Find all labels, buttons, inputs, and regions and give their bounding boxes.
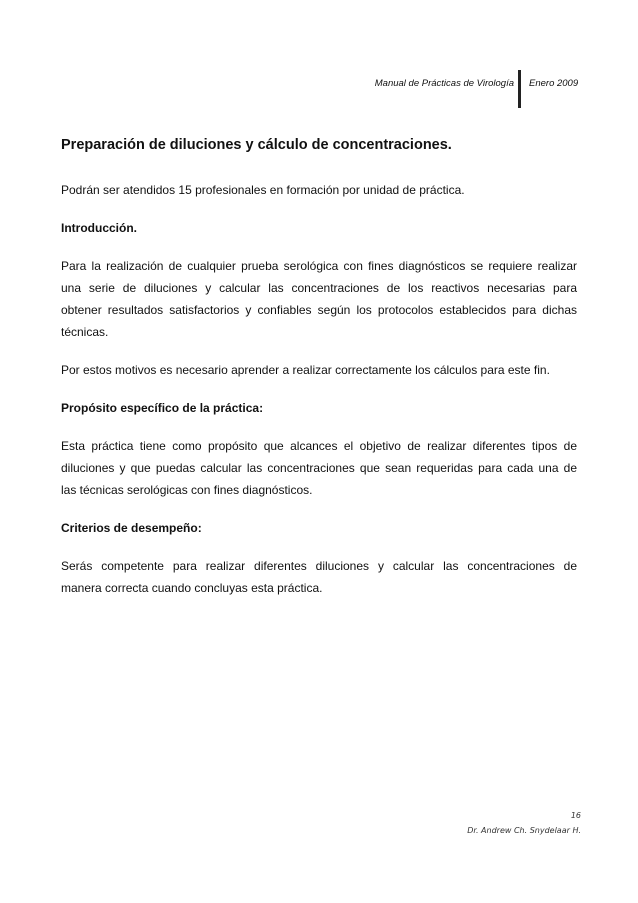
intro-line-4: técnicas.	[61, 325, 109, 339]
page-number: 16	[570, 811, 581, 820]
page-header	[0, 70, 638, 110]
header-divider	[518, 70, 521, 108]
purpose-line-1: Esta práctica tiene como propósito que alcances el objetivo de realizar diferentes tipos de	[61, 439, 577, 453]
header-date: Enero 2009	[529, 78, 579, 89]
intro-line-1: Para la realización de cualquier prueba serológica con fines diagnósticos se requiere realizar	[61, 259, 577, 273]
criteria-heading: Criterios de desempeño:	[61, 521, 202, 535]
criteria-line-1: Serás competente para realizar diferentes diluciones y calcular las concentraciones de	[61, 559, 577, 573]
purpose-heading: Propósito específico de la práctica:	[61, 401, 264, 415]
page-footer	[467, 808, 581, 838]
purpose-line-2: diluciones y que puedas calcular las concentraciones que sean requeridas para cada una de	[61, 461, 577, 475]
intro-heading: Introducción.	[61, 221, 137, 235]
criteria-line-2: manera correcta cuando concluyas esta práctica.	[61, 581, 323, 595]
manual-title: Manual de Prácticas de Virología	[374, 78, 514, 89]
purpose-line-3: las técnicas serológicas con fines diagnósticos.	[61, 483, 313, 497]
author-name: Dr. Andrew Ch. Snydelaar H.	[467, 826, 581, 835]
section-title: Preparación de diluciones y cálculo de concentraciones.	[61, 137, 452, 153]
page-content	[61, 136, 577, 599]
capacity-text: Podrán ser atendidos 15 profesionales en formación por unidad de práctica.	[61, 183, 465, 197]
intro-paragraph-2: Por estos motivos es necesario aprender a realizar correctamente los cálculos para este fin.	[61, 363, 550, 377]
intro-line-2: una serie de diluciones y calcular las concentraciones de los reactivos necesarias para	[61, 281, 577, 295]
intro-line-3: obtener resultados satisfactorios y confiables según los protocolos establecidos para dichas	[61, 303, 577, 317]
